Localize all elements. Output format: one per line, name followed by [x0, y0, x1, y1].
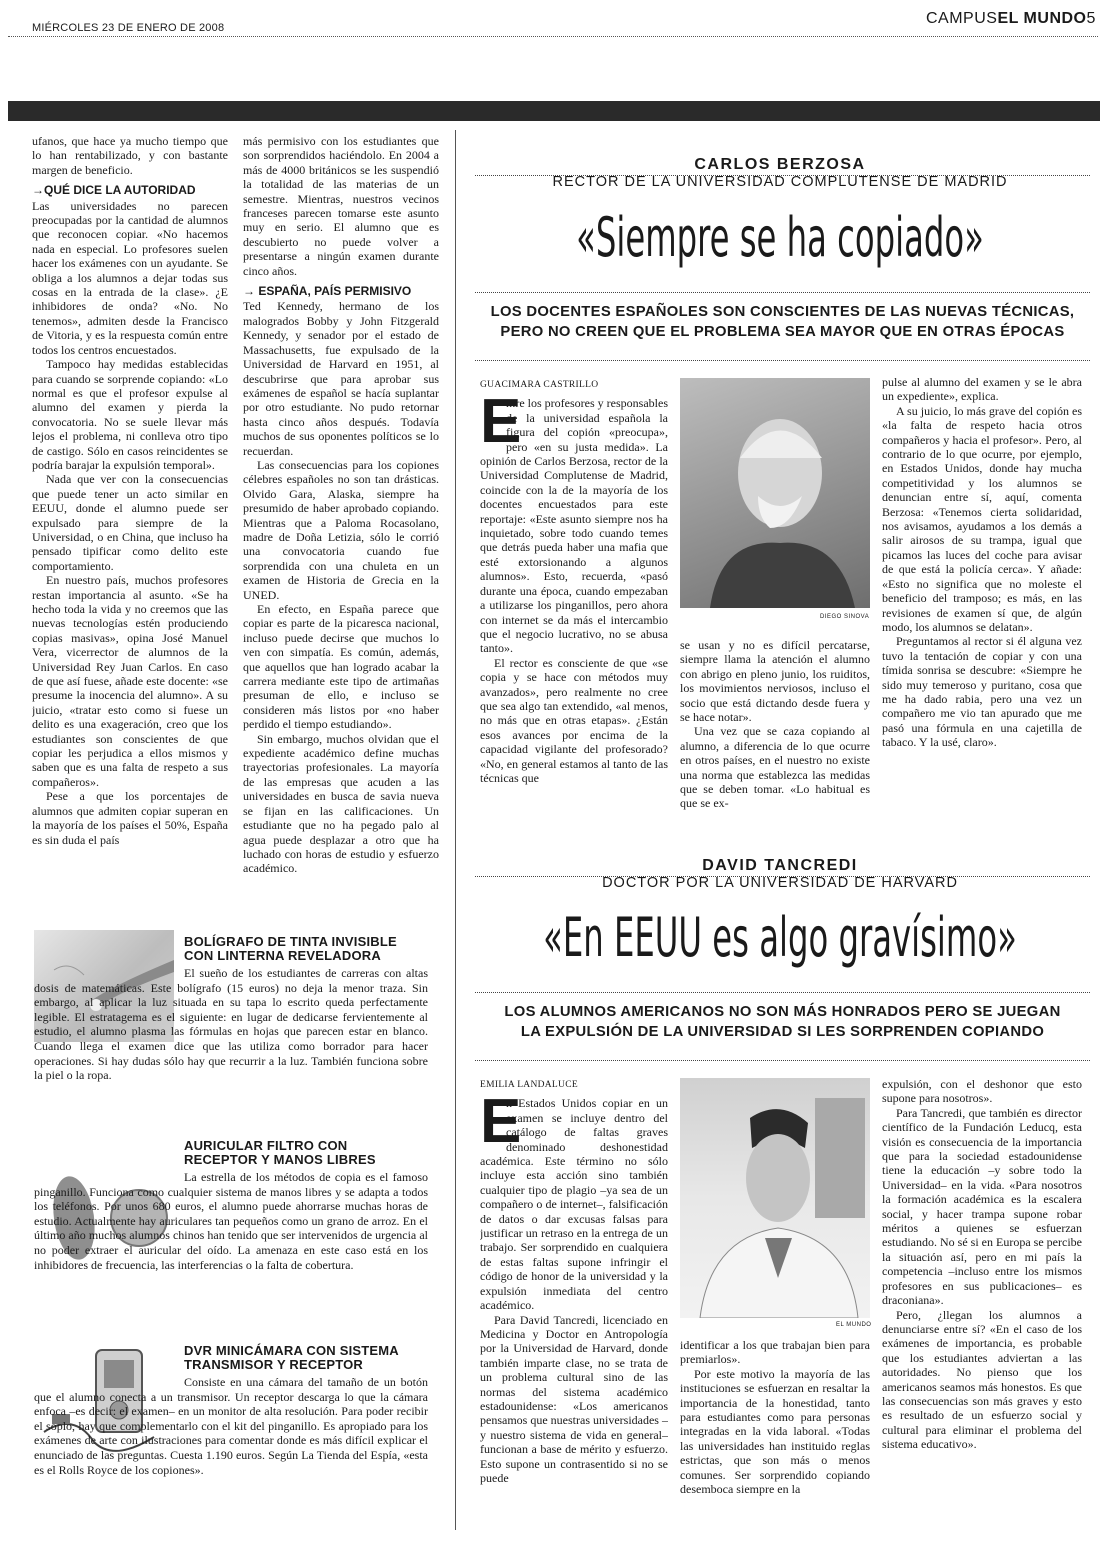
page-number: 5	[1086, 10, 1096, 27]
paragraph: se usan y no es difícil percatarse, siempre llama la atención el alumno con abrigo en pleno junio, los ruiditos, los movimientos nerviosos, incluso el socio que está dictando desde fuera y se hace notar».	[680, 638, 870, 725]
photo-credit: DIEGO SINOVA	[820, 614, 870, 620]
paragraph: pulse al alumno del examen y se le abra un expediente», explica.	[882, 375, 1082, 404]
article1-rule-2	[475, 292, 1090, 293]
left-column-2	[243, 134, 439, 912]
paragraph: ufanos, que hace ya mucho tiempo que lo han rentabilizado, y con bastante margen de beneficio.	[32, 134, 228, 177]
berzosa-photo	[680, 378, 870, 608]
portrait-icon	[680, 378, 870, 608]
issue-date: MIÉRCOLES 23 DE ENERO DE 2008	[32, 22, 225, 34]
article1-deck: LOS DOCENTES ESPAÑOLES SON CONSCIENTES DE LAS NUEVAS TÉCNICAS, PERO NO CREEN QUE EL PROBLEMA SEA MAYOR QUE EN OTRAS ÉPOCAS	[490, 304, 1075, 340]
portrait-icon	[680, 1078, 870, 1318]
brand-elmundo: EL MUNDO	[997, 10, 1087, 27]
gadget-text: La estrella de los métodos de copia es el famoso pinganillo. Funciona como cualquier sistema de manos libres y se adapta a todos los teléfonos. Por unos 680 euros, el alumno puede ahorrarse muchas horas de estudio. Actualmente hay auriculares tan pequeños como un grano de arroz. En el último año muchos alumnos chinos han tenido que ser intervenidos de urgencia al no poder extraer el auricular del oído. La amenaza en este caso está en los inhibidores de frecuencia, las interferencias o la falta de cobertura.	[34, 1170, 428, 1272]
paragraph: Tampoco hay medidas establecidas para cuando se sorprende copiando: «Lo normal es que el profesor expulse al alumno del examen y pierda la convocatoria. No se suele llevar más lejos el problema, ni conlleva otro tipo de castigo. Sólo en casos reincidentes se podría barajar la expulsión temporal».	[32, 357, 228, 472]
gadget-title: DVR MINICÁMARA CON SISTEMA TRANSMISOR Y RECEPTOR	[184, 1343, 399, 1372]
byline: GUACIMARA CASTRILLO	[480, 380, 599, 390]
paragraph: Ted Kennedy, hermano de los malogrados Bobby y John Fitzgerald Kennedy, y senador por el estado de Massachusetts, fue expulsado de la Universidad de Harvard en 1951, al descubrirse que para aprobar sus exámenes de español se hacía suplantar por otro estudiante. No pudo retornar hasta cinco años después. Todavía muchos de sus oponentes políticos se lo recuerdan.	[243, 299, 439, 458]
gadget-3	[34, 1344, 428, 1477]
paragraph: Las universidades no parecen preocupadas por la cantidad de alumnos que reconocen copiar. «No hacemos nada en especial. Lo profesores suelen hacer los exámenes con un ayudante. Se obliga a los alumnos a dejar todas sus cosas en la entrada de la clase». ¿E inhibidores de onda? «No. No tenemos», admiten desde la Francisco de Vitoria, y es la respuesta común entre todos los centros encuestados.	[32, 198, 228, 357]
paragraph: En efecto, en España parece que copiar es parte de la picaresca nacional, incluso puede decirse que muchos lo ven con simpatía. Es común, además, que aquellos que han logrado acabar la carrera mediante este tipo de artimañas presuman de ello, e incluso se consideren más listos por «no haber perdido el tiempo estudiando».	[243, 602, 439, 732]
dropcap: E	[480, 387, 522, 457]
article2-col3	[882, 1077, 1082, 1533]
paragraph: identificar a los que trabajan bien para premiarlos».	[680, 1338, 870, 1367]
article2-col2	[680, 1338, 870, 1530]
header-rule	[8, 36, 1098, 37]
paragraph: Para Tancredi, que también es director científico de la Fundación Leducq, esta visión es consecuencia de la importancia que para la sociedad estadounidense tiene la educación –y sobre todo la Universidad– en la vida. «Para nosotros la formación académica es la escalera social, y hacer trampa supone robar méritos a quienes se esfuerzan estudiando. No sé si en Europa se percibe la situación así, pero en mi país la competencia –incluso entre los mismos profesores en sus publicaciones– es draconiana».	[882, 1105, 1082, 1308]
gadget-title: BOLÍGRAFO DE TINTA INVISIBLE CON LINTERNA REVELADORA	[184, 934, 397, 963]
gadget-title: AURICULAR FILTRO CON RECEPTOR Y MANOS LIBRES	[184, 1138, 376, 1167]
paragraph: ntre los profesores y responsables de la universidad española la figura del copión «preocupa», pero «en su justa medida». La opinión de Carlos Berzosa, rector de la Universidad Complutense de Madrid, coincide con la de la mayoría de los docentes encuestados para este reportaje: «Este asunto siempre nos ha inquietado, sobre todo cuando temes que detrás pueda haber una mafia que esté extorsionando a algunos alumnos». Esto, recuerda, «pasó durante una época, cuando empezaban a utilizarse los pinganillos, pero ahora con internet se da más el intercambio que el negocio lucrativo, no se abusa tanto».	[480, 396, 668, 656]
article1-col1	[480, 378, 668, 818]
left-column-1	[32, 134, 228, 912]
paragraph: Por este motivo la mayoría de las instituciones se esfuerzan en resaltar la importancia de la honestidad, tanto para estudiantes como para personas integradas en la vida laboral. «Todas las universidades han instituido reglas estrictas, que son más o menos comunes. Ser sorprendido copiando desemboca siempre en la	[680, 1366, 870, 1497]
tancredi-photo	[680, 1078, 870, 1318]
dropcap: E	[480, 1087, 522, 1157]
paragraph: Pese a que los porcentajes de alumnos que admiten copiar superan en la mayoría de los países el 50%, España es sin duda el país	[32, 789, 228, 847]
article1-col3	[882, 375, 1082, 821]
brand-campus: CAMPUS	[926, 10, 998, 27]
article2-rule-2	[475, 992, 1090, 993]
article1-rule-3	[475, 360, 1090, 361]
paragraph: A su juicio, lo más grave del copión es «la falta de respeto hacia otros compañeros y hacia el profesor». Pero, al contrario de lo que ocurre, por ejemplo, en Estados Unidos, donde hay mucha competitividad y los alumnos se denuncian entre sí, aquí, comenta Berzosa: «Tenemos cierta solidaridad, nos avisamos, ayudamos a los demás a salir airosos de su trampa, igual que picamos las luces del coche para avisar de que está la policía cerca». Y añade: «Esto no significa que no moleste el beneficio del tramposo; es más, en las revisiones de examen sí que, de algún modo, los alumnos se delatan».	[882, 403, 1082, 634]
article2-role: DOCTOR POR LA UNIVERSIDAD DE HARVARD	[602, 875, 958, 891]
paragraph: Sin embargo, muchos olvidan que el expediente académico define muchas trayectorias profesionales. La mayoría de las empresas que acuden a las universidades en busca de savia nueva se fijan en las calificaciones. Un estudiante que no ha pegado palo al agua puede desplazar a otro que ha luchado con horas de estudio y esfuerzo académico.	[243, 731, 439, 876]
article1-person: CARLOS BERZOSA	[694, 156, 866, 173]
gadget-text: El sueño de los estudiantes de carreras con altas dosis de matemáticas. Este bolígrafo (15 euros) no deja la menor traza. Sin embargo, al aplicar la luz situada en su tapa lo escrito queda perfectamente legible. El estratagema es el siguiente: en lugar de dedicarse fervientemente al estudio, el alumno plasma las fórmulas en hojas que parecen estar en blanco. Cuando llega el examen dice que las utiliza como borrador para hacer operaciones. Si hay dudas sólo hay que recurrir a la luz. También funciona sobre la piel o la ropa.	[34, 966, 428, 1083]
paragraph: Una vez que se caza copiando al alumno, a diferencia de lo que ocurre en otros países, en el nuestro no existe una norma que establezca las medidas que se deben tomar. «Lo habitual es que se ex-	[680, 724, 870, 811]
article1-col2	[680, 638, 870, 820]
article2-person: DAVID TANCREDI	[702, 857, 858, 874]
photo-credit: EL MUNDO	[836, 1322, 872, 1328]
gadget-text: Consiste en una cámara del tamaño de un botón que el alumno conecta a un transmisor. Un receptor descarga lo que la cámara enfoca –es decir: el examen– en un monitor de alta resolución. Para poder recibir el soplo, hay que complementarlo con el kit del pinganillo. Es apropiado para los exámenes de arte con ilustraciones para comentar donde es más difícil explicar el enunciado de las preguntas. Cuesta 1.190 euros. Según La Tienda del Espía, «esta es el Rolls Royce de los copiones».	[34, 1375, 428, 1477]
byline: EMILIA LANDALUCE	[480, 1080, 578, 1090]
column-divider	[455, 130, 456, 1530]
paragraph: más permisivo con los estudiantes que son sorprendidos haciéndolo. En 2004 a más de 4000 británicos se les suspendió la totalidad de las materias de un semestre. Mientras, nuestros vecinos franceses parecen tomarse este asunto muy en serio. El alumno que es descubierto no puede volver a presentarse a ningún examen durante cinco años.	[243, 134, 439, 278]
article1-role: RECTOR DE LA UNIVERSIDAD COMPLUTENSE DE MADRID	[552, 174, 1008, 190]
paragraph: Pero, ¿llegan los alumnos a denunciarse entre sí? «En el caso de los exámenes de importancia, es probable que los estudiantes adviertan a las autoridades. No pienso que los americanos seamos más honestos. Es que las consecuencias son más graves y esto es resultado de un esfuerzo social y cultural para eliminar el problema del sistema educativo».	[882, 1307, 1082, 1452]
article1-headline: «Siempre se ha copiado»	[576, 205, 984, 269]
paragraph: Nada que ver con la consecuencias que puede tener un acto similar en EEUU, donde el alumno puede ser expulsado para siempre de la Universidad, o en China, que incluso ha pensado tipificar como delito este comportamiento.	[32, 472, 228, 573]
paragraph: En nuestro país, muchos profesores restan importancia al asunto. «Se ha hecho toda la vida y no creemos que las nuevas tecnologías estén produciendo copias masivas», opina José Manuel Vera, vicerrector de alumnos de la Universidad Rey Juan Carlos. En caso de que así fuese, añade este docente: «se presume la inocencia del alumno». A su juicio, «tratar esto como si fuese un delito es una exageración, creo que los estudiantes son conscientes de que copiar les perjudica a ellos mismos y saben que es una falta de respeto a sus compañeros».	[32, 573, 228, 789]
subheading: → ESPAÑA, PAÍS PERMISIVO	[243, 284, 412, 299]
article2-col1	[480, 1078, 668, 1530]
paragraph: Para David Tancredi, licenciado en Medicina y Doctor en Antropología por la Universidad de Harvard, donde también imparte clase, no se trata de un problema cultural sino de las normas del sistema académico estadounidense: «Los americanos pensamos que nuestras universidades –y nuestro sistema de vida en general– funcionan a base de mérito y esfuerzo. Esto supone un contrasentido si no se puede	[480, 1312, 668, 1485]
paragraph: expulsión, con el deshonor que esto supone para nosotros».	[882, 1077, 1082, 1106]
gadget-text-wrap-guard	[34, 966, 179, 1046]
paragraph: Las consecuencias para los copiones célebres españoles no son tan drásticas. Olvido Gara, Alaska, siempre ha presumido de haber aprobado copiando. Mientras que a Paloma Rocasolano, madre de Doña Letizia, sólo le corrió una convocatoria cuando fue sorprendida con una chuleta en un examen de Historia de Grecia en la UNED.	[243, 457, 439, 602]
section-bar	[8, 101, 1100, 121]
article2-deck: LOS ALUMNOS AMERICANOS NO SON MÁS HONRADOS PERO SE JUEGAN LA EXPULSIÓN DE LA UNIVERSIDAD SI LES SORPRENDEN COPIANDO	[504, 1004, 1061, 1040]
paragraph: Preguntamos al rector si él alguna vez tuvo la tentación de copiar y con una tímida sonrisa se descubre: «Siempre he sido muy temeroso y puritano, cosa que me ha dado rabia, pero una vez un compañero me vio tan apurado que me pasó una fórmula en una cajetilla de tabaco. Y la usé, claro».	[882, 634, 1082, 750]
paragraph: El rector es consciente de que «se copia y se hace con métodos muy avanzados», pero realmente no cree que sea algo tan extendido, «al menos, no más que en otras etapas». ¿Están esos avances por encima de la capacidad vigilante del profesorado? «No, en general estamos al tanto de las técnicas que	[480, 655, 668, 785]
gadget-2	[34, 1139, 428, 1272]
paragraph: n Estados Unidos copiar en un examen se incluye dentro del catálogo de faltas graves denominado deshonestidad académica. Este término no sólo incluye esta acción sino también cualquier tipo de plagio –ya sea de un compañero o de internet–, falsificación de datos o dar excusas falsas para justificar un retraso en la entrega de un trabajo. Ser sorprendido en cualquiera de estas faltas supone infringir el código de honor de la universidad y la expulsión inmediata del centro académico.	[480, 1096, 668, 1313]
subheading: →QUÉ DICE LA AUTORIDAD	[32, 183, 196, 198]
article2-rule-3	[475, 1060, 1090, 1061]
section-brand	[926, 10, 1096, 28]
article2-headline: «En EEUU es algo gravísimo»	[543, 905, 1017, 969]
